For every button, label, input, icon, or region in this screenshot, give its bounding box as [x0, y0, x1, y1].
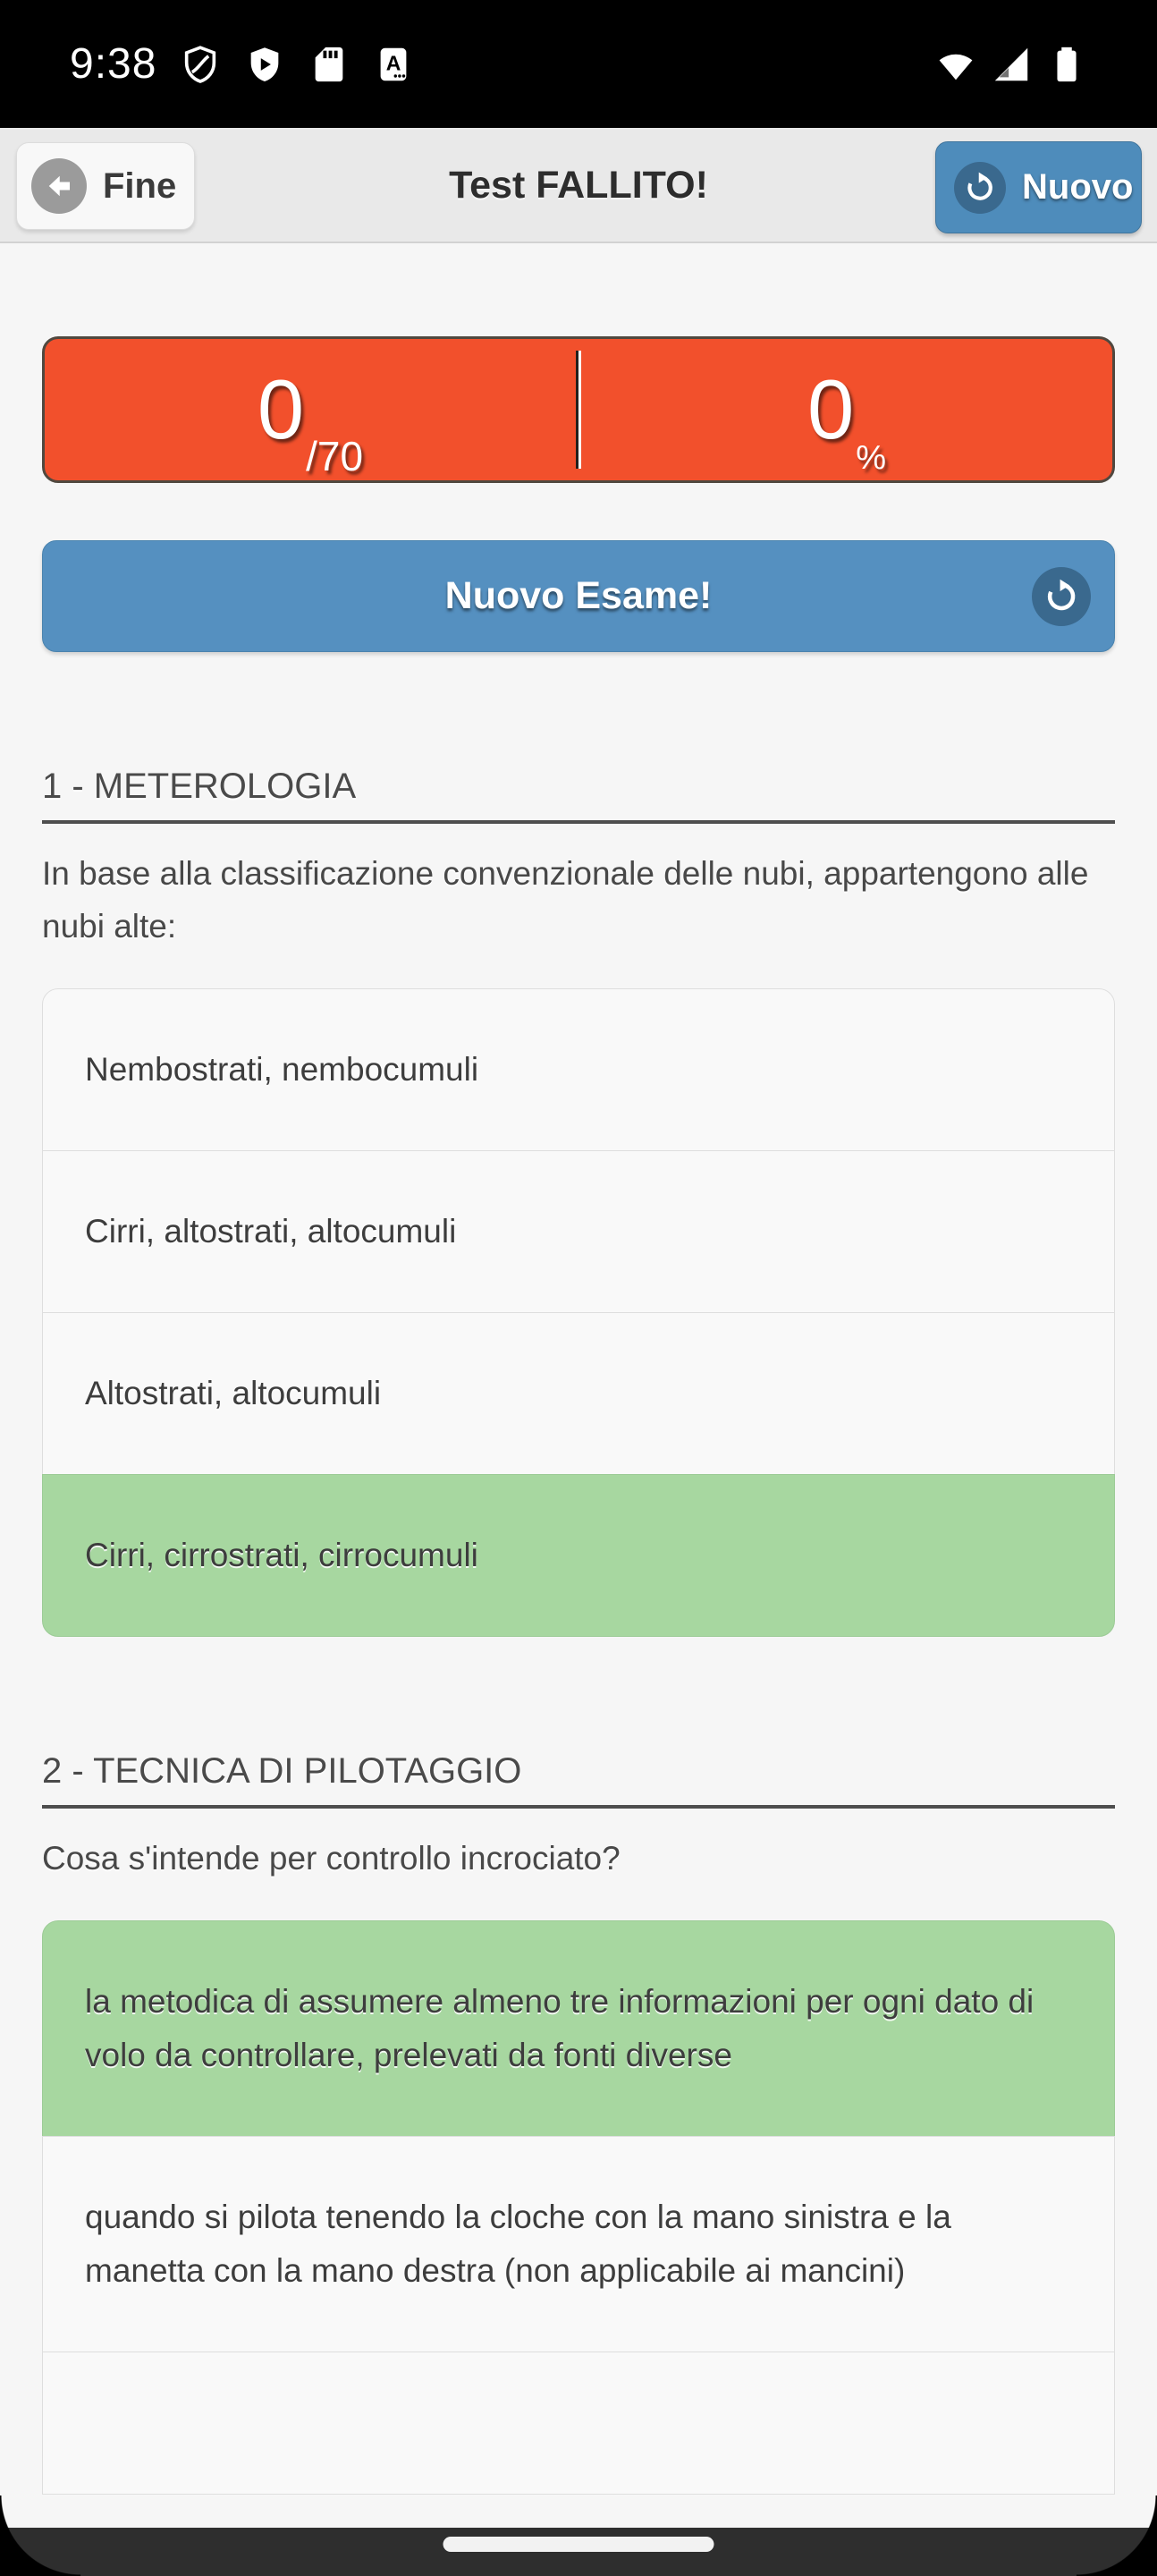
new-exam-button[interactable]	[42, 540, 1115, 652]
question-1-section-title: 1 - METEROLOGIA	[42, 767, 357, 806]
answer-option[interactable]: Nembostrati, nembocumuli	[42, 988, 1115, 1151]
score-percent	[581, 339, 1112, 480]
fine-button-label: Fine	[103, 165, 177, 206]
question-2-answers	[42, 1920, 1115, 2495]
nuovo-button-label: Nuovo	[1022, 167, 1134, 207]
score-panel	[42, 336, 1115, 483]
answer-option-correct[interactable]: Cirri, cirrostrati, cirrocumuli	[42, 1474, 1115, 1637]
answer-option-correct[interactable]: la metodica di assumere almeno tre informazioni per ogni dato di volo da controllare, prelevati da fonti diverse	[42, 1920, 1115, 2137]
quiz-content	[0, 245, 1157, 2495]
question-1-answers	[42, 988, 1115, 1637]
page-title: Test FALLITO!	[449, 164, 708, 207]
answer-option-partial[interactable]	[42, 2351, 1115, 2495]
nuovo-button[interactable]	[935, 141, 1142, 233]
letter-a-icon	[373, 44, 414, 85]
score-correct-value: 0	[257, 362, 305, 456]
refresh-icon	[1043, 578, 1080, 615]
svg-text:A: A	[386, 51, 401, 75]
gesture-nav-bar	[0, 2528, 1157, 2576]
home-gesture-handle[interactable]	[443, 2537, 714, 2552]
answer-option[interactable]: Cirri, altostrati, altocumuli	[42, 1150, 1115, 1313]
question-2-text: Cosa s'intende per controllo incrociato?	[42, 1840, 621, 1877]
clock: 9:38	[70, 40, 157, 88]
back-arrow-circle	[31, 158, 87, 214]
refresh-circle	[954, 162, 1006, 214]
app-header	[0, 128, 1157, 243]
screen-corner	[0, 2496, 80, 2576]
answer-option[interactable]: Altostrati, altocumuli	[42, 1312, 1115, 1475]
score-percent-value: 0	[807, 362, 855, 456]
section-divider	[42, 1805, 1115, 1809]
score-fraction	[45, 339, 576, 480]
play-protect-icon	[244, 44, 285, 85]
arrow-left-icon	[43, 170, 75, 202]
question-2-section-title: 2 - TECNICA DI PILOTAGGIO	[42, 1751, 522, 1791]
refresh-circle	[1032, 567, 1091, 626]
answer-option[interactable]: quando si pilota tenendo la cloche con la mano sinistra e la manetta con la mano destra (non applicabile ai mancini)	[42, 2136, 1115, 2352]
section-divider	[42, 820, 1115, 824]
cell-signal-icon	[991, 44, 1032, 85]
new-exam-label: Nuovo Esame!	[444, 574, 713, 617]
score-total: /70	[306, 433, 364, 479]
score-percent-sign: %	[856, 439, 887, 477]
question-1-text: In base alla classificazione convenzionale delle nubi, appartengono alle nubi alte:	[42, 855, 1089, 945]
refresh-icon	[963, 171, 997, 205]
status-bar	[0, 0, 1157, 128]
fine-back-button[interactable]	[16, 142, 195, 230]
screen-corner	[1077, 2496, 1157, 2576]
sd-card-icon	[308, 44, 350, 85]
battery-icon	[1046, 44, 1087, 85]
shield-outline-icon	[180, 44, 221, 85]
wifi-icon	[935, 44, 976, 85]
